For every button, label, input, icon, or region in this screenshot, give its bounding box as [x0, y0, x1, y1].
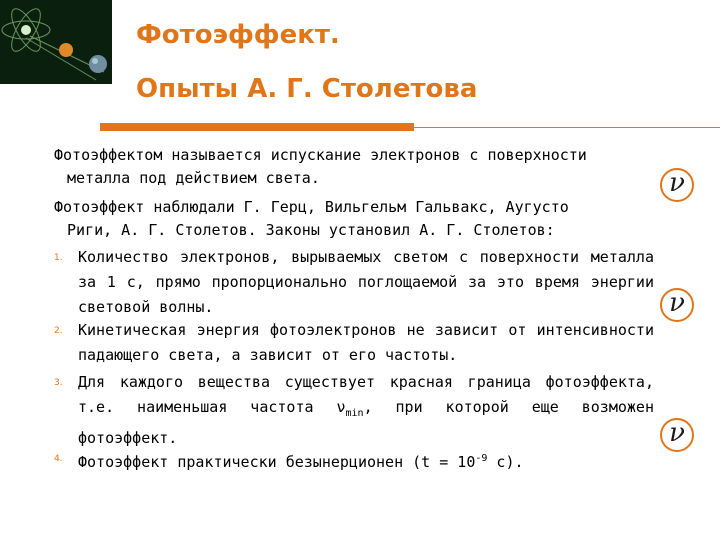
list-item-text: [78, 370, 654, 451]
definition-line-2: металла под действием света.: [67, 169, 320, 187]
list-item-text-after: с).: [487, 453, 524, 471]
title-underline-bar: [100, 123, 414, 131]
list-item-text: [78, 446, 654, 475]
definition-line-1: Фотоэффектом называется испускание электронов с поверхности: [54, 146, 587, 164]
list-item: [54, 245, 654, 320]
min-subscript: min: [345, 408, 364, 419]
list-item-text: Количество электронов, вырываемых светом с поверхности металла за 1 с, прямо пропорционально поглощаемой за это время энергии световой волны.: [78, 248, 654, 316]
list-item: [54, 370, 654, 451]
nu-symbol-icon: ν: [660, 418, 694, 452]
title-underline-thin: [414, 127, 720, 128]
list-item-number: 2.: [54, 326, 63, 336]
list-item-text: Кинетическая энергия фотоэлектронов не зависит от интенсивности падающего света, а зависит от его частоты.: [78, 321, 654, 364]
list-item-text-before: Фотоэффект практически безынерционен (t = 10: [78, 453, 476, 471]
title-line-2: Опыты А. Г. Столетова: [136, 74, 478, 104]
list-item-text-after: , при которой еще возможен фотоэффект.: [78, 398, 654, 447]
list-item: [54, 318, 654, 368]
list-item-text-before: Для каждого вещества существует красная граница фотоэффекта, т.е. наименьшая частота ν: [78, 373, 654, 416]
list-item-number: 1.: [54, 253, 63, 263]
definition-paragraph: [54, 144, 660, 190]
list-item-number: 4.: [54, 454, 63, 464]
list-item: [54, 446, 654, 475]
observers-line-1: Фотоэффект наблюдали Г. Герц, Вильгельм Гальвакс, Аугусто: [54, 198, 569, 216]
observers-paragraph: [54, 196, 660, 242]
exponent-superscript: -9: [475, 453, 488, 464]
observers-line-2: Риги, А. Г. Столетов. Законы установил А. Г. Столетов:: [67, 221, 555, 239]
nu-symbol-icon: ν: [660, 168, 694, 202]
list-item-number: 3.: [54, 378, 63, 388]
nu-symbol-icon: ν: [660, 288, 694, 322]
atom-earth-icon: [0, 0, 112, 84]
title-line-1: Фотоэффект.: [136, 20, 340, 50]
